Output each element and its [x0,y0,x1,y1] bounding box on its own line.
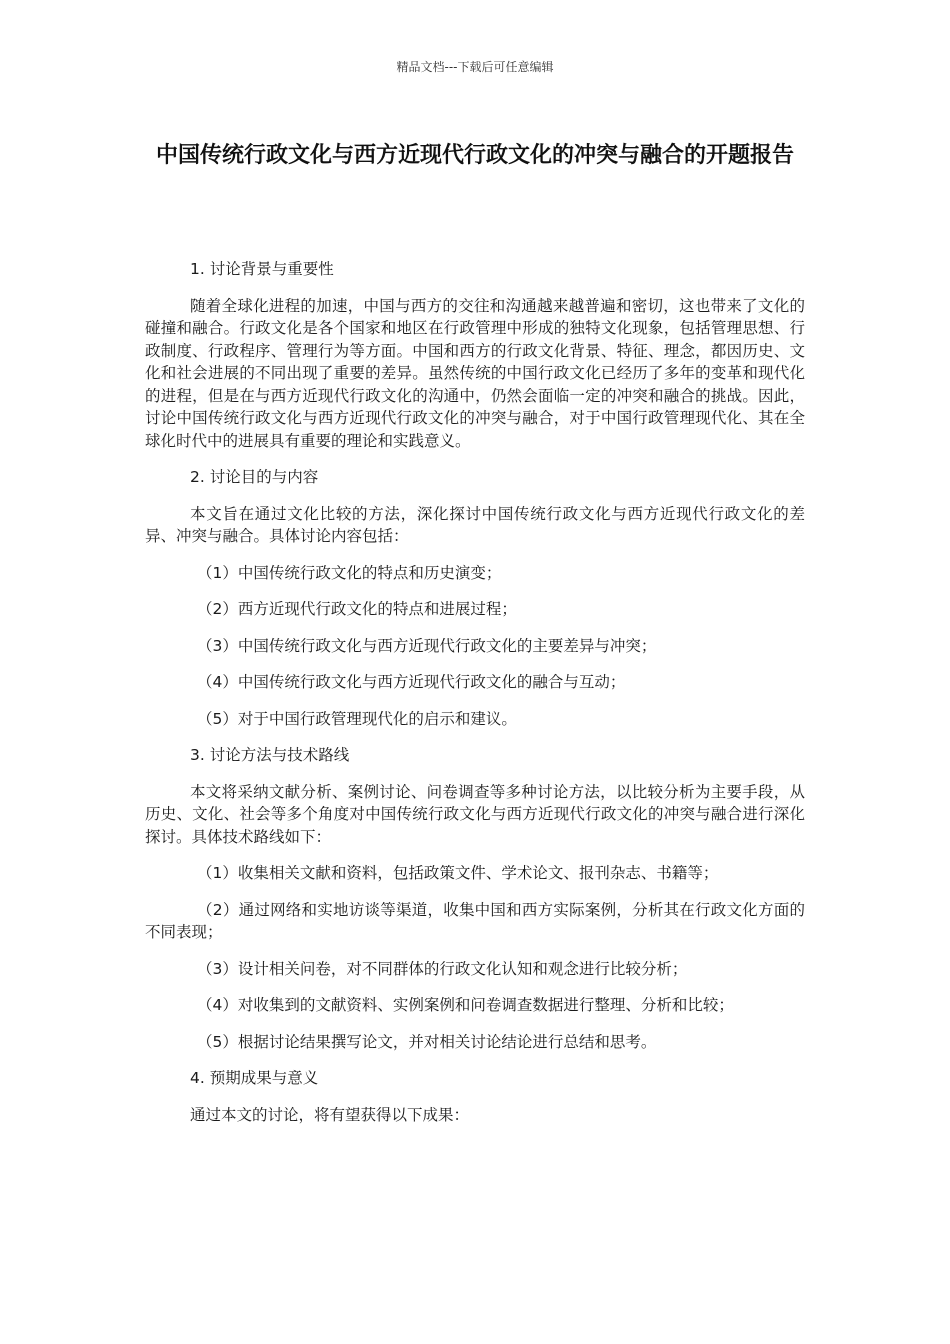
list-item: （2）通过网络和实地访谈等渠道，收集中国和西方实际案例，分析其在行政文化方面的不同表现； [145,900,805,941]
list-item: （3）中国传统行政文化与西方近现代行政文化的主要差异与冲突； [197,636,657,655]
section-heading: 4. 预期成果与意义 [190,1069,319,1087]
list-item: （2）西方近现代行政文化的特点和进展过程； [197,600,517,618]
section-heading: 2. 讨论目的与内容 [190,468,319,486]
list-item: （5）根据讨论结果撰写论文，并对相关讨论结论进行总结和思考。 [197,1032,657,1051]
header-note: 精品文档---下载后可任意编辑 [396,60,554,74]
document-title: 中国传统行政文化与西方近现代行政文化的冲突与融合的开题报告 [155,143,794,168]
list-item: （4）中国传统行政文化与西方近现代行政文化的融合与互动； [197,673,626,691]
section-heading: 3. 讨论方法与技术路线 [190,746,350,764]
body-paragraph: 本文旨在通过文化比较的方法，深化探讨中国传统行政文化与西方近现代行政文化的差异、冲突与融合。具体讨论内容包括： [145,504,805,545]
body-paragraph: 随着全球化进程的加速，中国与西方的交往和沟通越来越普遍和密切，这也带来了文化的碰撞和融合。行政文化是各个国家和地区在行政管理中形成的独特文化现象，包括管理思想、行政制度、行政程序、管理行为等方面。中国和西方的行政文化背景、特征、理念，都因历史、文化和社会进展的不同出现了重要的差异。虽然传统的中国行政文化已经历了多年的变革和现代化的进程，但是在与西方近现代行政文化的沟通中，仍然会面临一定的冲突和融合的挑战。因此，讨论中国传统行政文化与西方近现代行政文化的冲突与融合，对于中国行政管理现代化、其在全球化时代中的进展具有重要的理论和实践意义。 [145,296,805,450]
list-item: （1）中国传统行政文化的特点和历史演变； [197,563,502,582]
body-paragraph: 通过本文的讨论，将有望获得以下成果： [190,1105,470,1124]
list-item: （5）对于中国行政管理现代化的启示和建议。 [197,709,517,728]
section-heading: 1. 讨论背景与重要性 [190,260,334,278]
list-item: （4）对收集到的文献资料、实例案例和问卷调查数据进行整理、分析和比较； [197,996,734,1014]
list-item: （1）收集相关文献和资料，包括政策文件、学术论文、报刊杂志、书籍等； [197,864,719,882]
body-paragraph: 本文将采纳文献分析、案例讨论、问卷调查等多种讨论方法，以比较分析为主要手段，从历史、文化、社会等多个角度对中国传统行政文化与西方近现代行政文化的冲突与融合进行深化探讨。具体技术路线如下： [145,782,805,846]
document-body [145,258,805,1140]
list-item: （3）设计相关问卷，对不同群体的行政文化认知和观念进行比较分析； [197,959,688,978]
